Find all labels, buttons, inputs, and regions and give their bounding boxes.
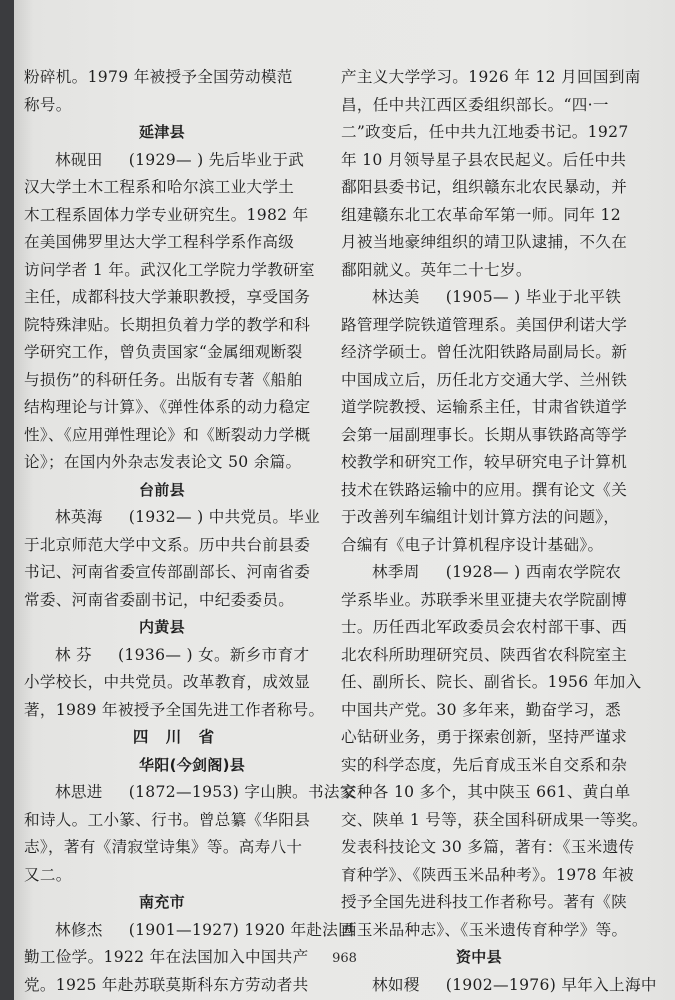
text-line: 书记、河南省委宣传部副部长、河南省委: [24, 563, 311, 581]
text-line: 又二。: [24, 865, 72, 884]
right-column: [341, 64, 657, 999]
entry-text: (1901—1927) 1920 年赴法国: [128, 920, 355, 939]
entry-text: (1936— ) 女。新乡市育才: [118, 645, 310, 664]
person-name: 林修杰: [55, 920, 103, 939]
person-name: 林砚田: [55, 150, 103, 169]
entry-text: (1902—1976) 早年入上海中: [445, 975, 657, 994]
text-line: 于改善列车编组计划计算方法的问题》，: [341, 508, 620, 526]
text-line: 和诗人。工小篆、行书。曾总纂《华阳县: [24, 810, 311, 829]
text-line: 经济学硕士。曾任沈阳铁路局副局长。新: [341, 343, 628, 361]
county-heading: 华阳(今剑阁)县: [139, 755, 246, 774]
text-line: 道学院教授、运输系主任，甘肃省铁道学: [341, 398, 628, 416]
text-line: 主任，成都科技大学兼职教授，享受国务: [24, 288, 311, 306]
text-line: 交、陕单 1 号等，获全国科研成果一等奖。: [341, 810, 648, 829]
text-line: 北农科所助理研究员、陕西省农科院室主: [341, 645, 628, 664]
county-heading: 延津县: [139, 123, 185, 141]
text-line: 党。1925 年赴苏联莫斯科东方劳动者共: [24, 975, 309, 994]
text-line: 西玉米品种志》、《玉米遗传育种学》等。: [341, 920, 628, 939]
county-heading: 南充市: [139, 893, 185, 911]
entry-text: (1932— ) 中共党员。毕业: [128, 508, 321, 526]
page-number: 968: [332, 951, 357, 966]
book-page: [14, 0, 675, 1000]
text-line: 产主义大学学习。1926 年 12 月回国到南: [341, 68, 641, 86]
text-line: 学系毕业。苏联季米里亚捷夫农学院副博: [341, 590, 628, 609]
person-name: 林英海: [55, 508, 103, 526]
person-name: 林思进: [55, 783, 103, 801]
entry-first-line: [24, 642, 329, 670]
text-line: 中国成立后，历任北方交通大学、兰州铁: [341, 370, 628, 389]
person-name: 林季周: [372, 563, 420, 581]
person-name: 林达美: [372, 288, 420, 306]
entry-text: (1928— ) 西南农学院农: [445, 563, 622, 581]
entry-first-line: [24, 147, 329, 175]
entry-text: (1929— ) 先后毕业于武: [128, 150, 305, 169]
text-line: 授予全国先进科技工作者称号。著有《陕: [341, 893, 628, 911]
text-line: 汉大学土木工程系和哈尔滨工业大学土: [24, 178, 295, 196]
text-line: 院特殊津贴。长期担负着力学的教学和科: [24, 315, 311, 334]
text-line: 性》、《应用弹性理论》和《断裂动力学概: [24, 425, 311, 444]
text-line: 与损伤”的科研任务。出版有专著《船舶: [24, 370, 303, 389]
text-line: 实的科学态度，先后育成玉米自交系和杂: [341, 755, 628, 774]
text-line: 年 10 月领导星子县农民起义。后任中共: [341, 150, 627, 169]
text-line: 鄱阳就义。英年二十七岁。: [341, 260, 532, 279]
entry-first-line: [341, 284, 646, 312]
text-line: 交种各 10 多个，其中陕玉 661、黄白单: [341, 783, 631, 801]
text-line: 士。历任西北军政委员会农村部干事、西: [341, 618, 628, 636]
text-line: 昌，任中共江西区委组织部长。“四·一: [341, 95, 609, 114]
text-line: 粉碎机。1979 年被授予全国劳动模范: [24, 68, 293, 86]
province-heading: 四 川 省: [132, 728, 221, 746]
entry-first-line: [24, 504, 329, 532]
text-line: 心钻研业务，勇于探索创新，坚持严谨求: [341, 728, 628, 746]
county-heading: 资中县: [456, 948, 502, 966]
text-line: 访问学者 1 年。武汉化工学院力学教研室: [24, 260, 315, 279]
text-line: 于北京师范大学中文系。历中共台前县委: [24, 535, 311, 554]
text-line: 勤工俭学。1922 年在法国加入中国共产: [24, 948, 309, 966]
county-heading: 台前县: [139, 480, 185, 499]
text-line: 合编有《电子计算机程序设计基础》。: [341, 535, 604, 554]
text-line: 鄱阳县委书记，组织赣东北农民暴动，并: [341, 178, 628, 196]
entry-first-line: [341, 559, 646, 587]
text-line: 路管理学院铁道管理系。美国伊利诺大学: [341, 315, 628, 334]
person-name: 林 芬: [55, 645, 93, 664]
entry-first-line: [24, 917, 355, 945]
text-line: 任、副所长、院长、副省长。1956 年加入: [341, 673, 642, 691]
text-line: 志》，著有《清寂堂诗集》等。高寿八十: [24, 838, 303, 856]
text-line: 称号。: [24, 95, 72, 114]
text-line: 常委、河南省委副书记，中纪委委员。: [24, 590, 295, 609]
text-line: 木工程系固体力学专业研究生。1982 年: [24, 205, 309, 224]
text-line: 组建赣东北工农革命军第一师。同年 12: [341, 205, 621, 224]
entry-text: (1872—1953) 字山腴。书法家: [128, 783, 356, 801]
text-line: 著，1989 年被授予全国先进工作者称号。: [24, 700, 325, 719]
text-line: 会第一届副理事长。长期从事铁路高等学: [341, 425, 628, 444]
text-line: 在美国佛罗里达大学工程科学系作高级: [24, 233, 295, 251]
text-line: 育种学》、《陕西玉米品种考》。1978 年被: [341, 865, 634, 884]
entry-text: (1905— ) 毕业于北平铁: [445, 288, 622, 306]
text-line: 二”政变后，任中共九江地委书记。1927: [341, 123, 629, 141]
person-name: 林如稷: [372, 975, 420, 994]
text-line: 小学校长，中共党员。改革教育，成效显: [24, 673, 311, 691]
text-line: 校教学和研究工作，较早研究电子计算机: [341, 453, 628, 471]
text-line: 结构理论与计算》、《弹性体系的动力稳定: [24, 398, 311, 416]
text-line: 中国共产党。30 多年来，勤奋学习，悉: [341, 700, 621, 719]
text-line: 发表科技论文 30 多篇，著有：《玉米遗传: [341, 838, 635, 856]
text-line: 学研究工作，曾负责国家“金属细观断裂: [24, 343, 303, 361]
text-line: 月被当地豪绅组织的靖卫队逮捕，不久在: [341, 233, 628, 251]
entry-first-line: [341, 972, 657, 1000]
text-line: 论》；在国内外杂志发表论文 50 余篇。: [24, 453, 302, 471]
county-heading: 内黄县: [139, 618, 185, 636]
entry-first-line: [24, 779, 356, 807]
text-line: 技术在铁路运输中的应用。撰有论文《关: [341, 480, 628, 499]
